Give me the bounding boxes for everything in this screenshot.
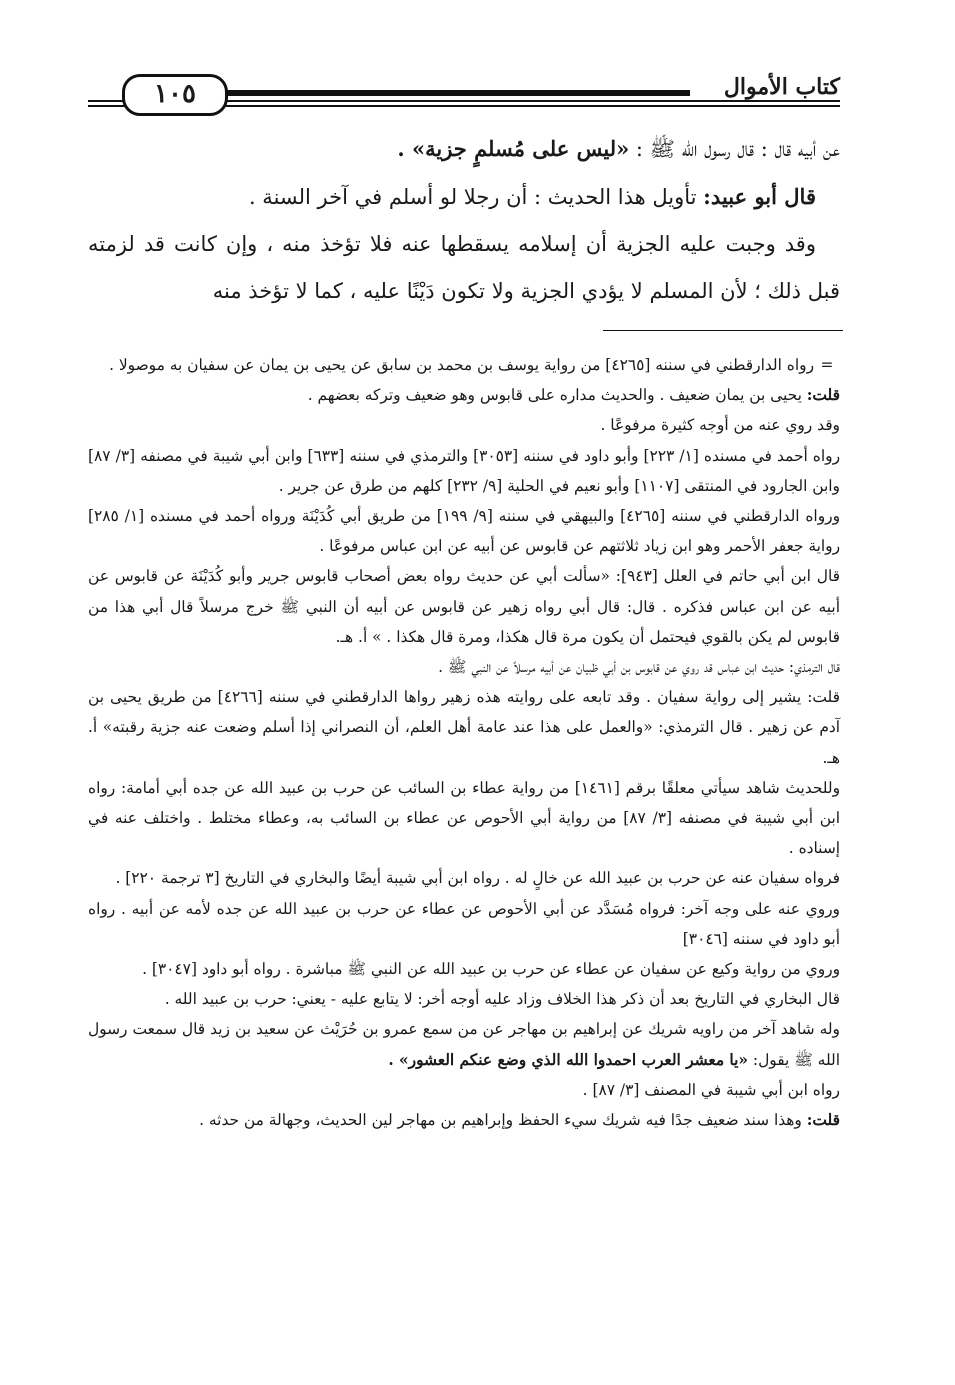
footnote-6: قال ابن أبي حاتم في العلل [٩٤٣]: «سألت أبي عن حديث رواه بعض أصحاب قابوس جرير وأبو كُدَيْنَة عن قابوس عن أبيه عن ابن عباس فذكره . قال: قال أبي رواه زهير عن قابوس عن أبيه أن النبي ﷺ خرج مرسلاً قال أبي هذا من قابوس لم يكن بالقوي فيحتمل أن يكون مرة قال هكذا، ومرة قال هكذا . » أ. هـ.: [88, 567, 840, 646]
main-line-1: [88, 125, 840, 173]
main-line-2-text: تأويل هذا الحديث : أن رجلا لو أسلم في آخر السنة .: [248, 185, 704, 209]
footnote-5: ورواه الدارقطني في سننه [٤٢٦٥] والبيهقي في سننه [٩/ ١٩٩] من طريق أبي كُدَيْنَة ورواه أحمد في مسنده [١/ ٢٨٥] رواية جعفر الأحمر وهو ابن زياد ثلاثتهم عن قابوس عن أبيه عن ابن عباس مرفوعًا .: [88, 507, 841, 556]
book-title: كتاب الأموال: [723, 74, 840, 100]
footnotes: [88, 350, 840, 1135]
footnote-2: [88, 380, 840, 410]
main-line-2: [88, 173, 840, 221]
footnote-14-text: وله شاهد آخر من راويه شريك عن إبراهيم بن مهاجر عن من سمع عمرو بن حُرَيْث عن سعيد بن زيد قال سمعت رسول الله ﷺ يقول:: [88, 1020, 840, 1069]
footnote-13: قال البخاري في التاريخ بعد أن ذكر هذا الخلاف وزاد عليه أوجه أخر: لا يتابع عليه - يعني: حرب بن عبيد الله .: [164, 990, 840, 1009]
footnote-11: وروي عنه على وجه آخر: فرواه مُسَدَّد عن أبي الأحوص عن عطاء عن حرب بن عبيد الله عن جده لأمه عن أبيه . رواه أبو داود في سننه [٣٠٤٦]: [88, 899, 840, 948]
qultu-label-2: قلت:: [806, 1111, 840, 1130]
footnote-16-text: وهذا سند ضعيف جدًا فيه شريك سيء الحفظ وإبراهيم بن مهاجر لين الحديث، وجهالة من حدثه .: [199, 1111, 807, 1130]
footnote-1: [88, 350, 840, 380]
footnote-16: [88, 1105, 840, 1135]
page-number: ١٠٥: [122, 74, 228, 116]
hadith-quote-2: «يا معشر العرب احمدوا الله الذي وضع عنكم العشور» .: [388, 1050, 749, 1069]
page-header: [88, 74, 840, 118]
qultu-label: قلت:: [806, 386, 840, 405]
footnote-15: رواه ابن أبي شيبة في المصنف [٣/ ٨٧] .: [582, 1080, 840, 1099]
footnote-10: فرواه سفيان عنه عن حرب بن عبيد الله عن خالٍ له . رواه ابن أبي شيبة أيضًا والبخاري في التاريخ [٣ ترجمة ٢٢٠] .: [115, 869, 840, 888]
footnote-12: وروي من رواية وكيع عن سفيان عن عطاء عن حرب بن عبيد الله عن النبي ﷺ مباشرة . رواه أبو داود [٣٠٤٧] .: [142, 960, 840, 979]
abu-ubaid-label: قال أبو عبيد:: [703, 184, 816, 209]
main-text: [88, 125, 840, 315]
header-rule-thick: [208, 90, 690, 96]
footnote-14: [88, 1014, 840, 1074]
footnote-3: وقد روي عنه من أوجه كثيرة مرفوعًا .: [600, 416, 840, 435]
footnote-9: وللحديث شاهد سيأتي معلقًا برقم [١٤٦١] من رواية عطاء بن السائب عن حرب بن عبيد الله عن جده أبي أمامة: رواه ابن أبي شيبة في مصنفه [٣/ ٨٧] من رواية أبي الأحوص عن عطاء بن السائب به، وعطاء مختلط . واختلف عنه في إسناده .: [88, 778, 841, 858]
footnote-4: رواه أحمد في مسنده [١/ ٢٢٣] وأبو داود في سننه [٣٠٥٣] والترمذي في سننه [٦٣٣] وابن أبي شيبة في مصنفه [٣/ ٨٧] وابن الجارود في المنتقى [١١٠٧] وأبو نعيم في الحلية [٩/ ٢٣٢] كلهم من طرق عن جرير .: [88, 446, 841, 495]
footnote-1-text: رواه الدارقطني في سننه [٤٢٦٥] من رواية يوسف بن محمد بن سابق عن يحيى بن يمان عن سفيان به موصولا .: [109, 356, 814, 374]
main-line-1-text: عن أبيه قال : قال رسول الله ﷺ :: [629, 137, 840, 161]
continuation-marker: =: [820, 356, 834, 374]
footnote-2-text: يحيى بن يمان ضعيف . والحديث مداره على قابوس وهو ضعيف وتركه بعضهم .: [307, 386, 807, 405]
footnote-7: قال الترمذي: حديث ابن عباس قد روي عن قابوس بن أبي ظبيان عن أبيه مرسلاً عن النبي ﷺ .: [438, 658, 840, 677]
main-paragraph-3: وقد وجبت عليه الجزية أن إسلامه يسقطها عنه فلا تؤخذ منه ، وإن كانت قد لزمته قبل ذلك ؛ لأن المسلم لا يؤدي الجزية ولا تكون دَيْنًا عليه ، كما لا تؤخذ منه: [88, 232, 840, 303]
footnote-separator: [603, 330, 843, 331]
hadith-quote: «ليس على مُسلمٍ جزية» .: [397, 136, 630, 161]
footnote-8: قلت: يشير إلى رواية سفيان . وقد تابعه على روايته هذه زهير رواها الدارقطني في سننه [٤٢٦٦] من طريق يحيى بن آدم عن زهير . قال الترمذي: «والعمل على هذا عند عامة أهل العلم، أن النصراني إذا أسلم وضعت عنه جزية رقبته» أ. هـ.: [88, 688, 840, 767]
